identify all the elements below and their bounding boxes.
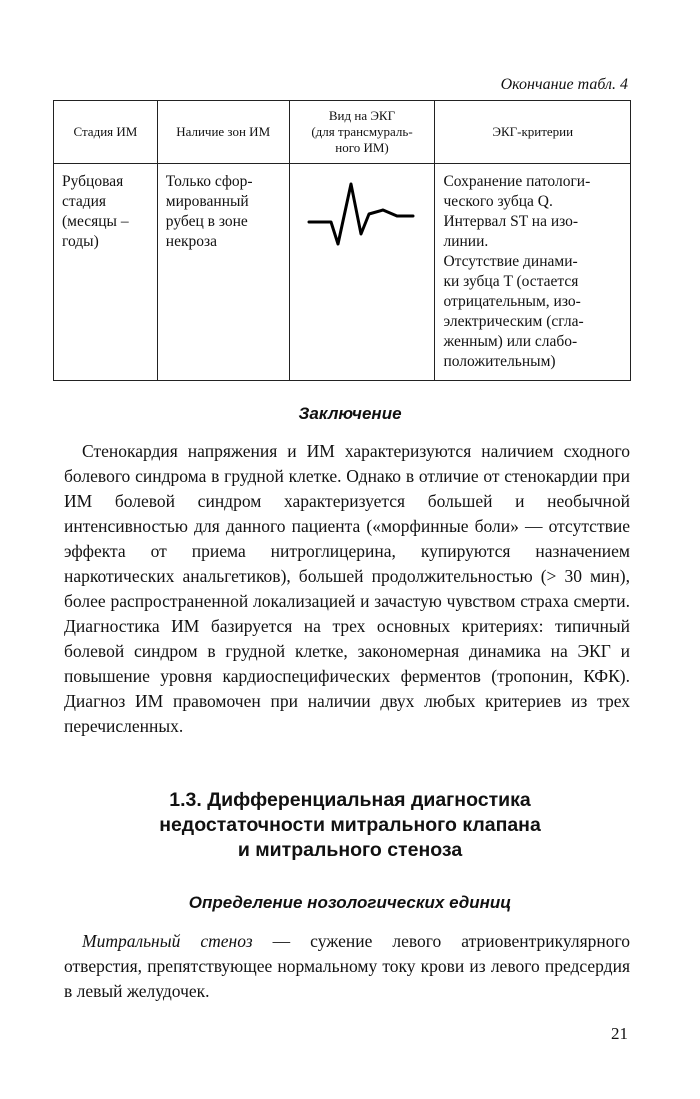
page-number: 21 (611, 1024, 628, 1043)
table-header-row (54, 101, 631, 164)
conclusion-text: Стенокардия напряжения и ИМ характеризуются наличием сходного болевого синдрома в грудной клетке. Однако в отличие от стенокардии при ИМ болевой синдром характеризуется большей и необычной интенсивностью для данного пациента («морфинные боли» — отсутствие эффекта от приема нитроглицерина, купируются назначением наркотических анальгетиков), большей продолжительностью (> 30 мин), более распространенной локализацией и зачастую чувством страха смерти. Диагностика ИМ базируется на трех основных критериях: типичный болевой синдром в грудной клетке, закономерная динамика на ЭКГ и повышение уровня кардиоспецифических ферментов (тропонин, КФК). Диагноз ИМ правомочен при наличии двух любых критериев из трех перечисленных. (64, 441, 630, 736)
ecg-waveform-icon (303, 172, 423, 262)
cell-stage: Рубцовая стадия (месяцы – годы) (54, 164, 158, 381)
cell-ecg-view (289, 164, 435, 381)
header-ecg-criteria: ЭКГ-критерии (435, 101, 631, 164)
header-zones: Наличие зон ИМ (157, 101, 289, 164)
conclusion-paragraph (64, 439, 630, 739)
subsection-heading: Определение нозологических единиц (188, 893, 512, 912)
definition-paragraph (64, 929, 630, 1004)
conclusion-heading: Заключение (298, 404, 402, 423)
table-caption: Окончание табл. 4 (500, 76, 628, 93)
definition-term: Митральный стеноз (82, 931, 253, 951)
cell-zones: Только сфор- мированный рубец в зоне некроза (157, 164, 289, 381)
definition-text: — сужение левого атриовентрикулярного отверстия, препятствующее нормальному току крови из левого предсердия в левый желудочек. (64, 931, 630, 1001)
header-stage: Стадия ИМ (54, 101, 158, 164)
ecg-stages-table (53, 100, 631, 381)
section-title: 1.3. Дифференциальная диагностика недостаточности митрального клапана и митрального стеноза (159, 789, 541, 861)
cell-ecg-criteria: Сохранение патологи- ческого зубца Q. Интервал ST на изо- линии. Отсутствие динами- ки зубца T (остается отрицательным, изо- электрическим (сгла- женным) или слабо- положительным) (435, 164, 631, 381)
table-row (54, 164, 631, 381)
header-ecg-view: Вид на ЭКГ (для трансмураль- ного ИМ) (289, 101, 435, 164)
